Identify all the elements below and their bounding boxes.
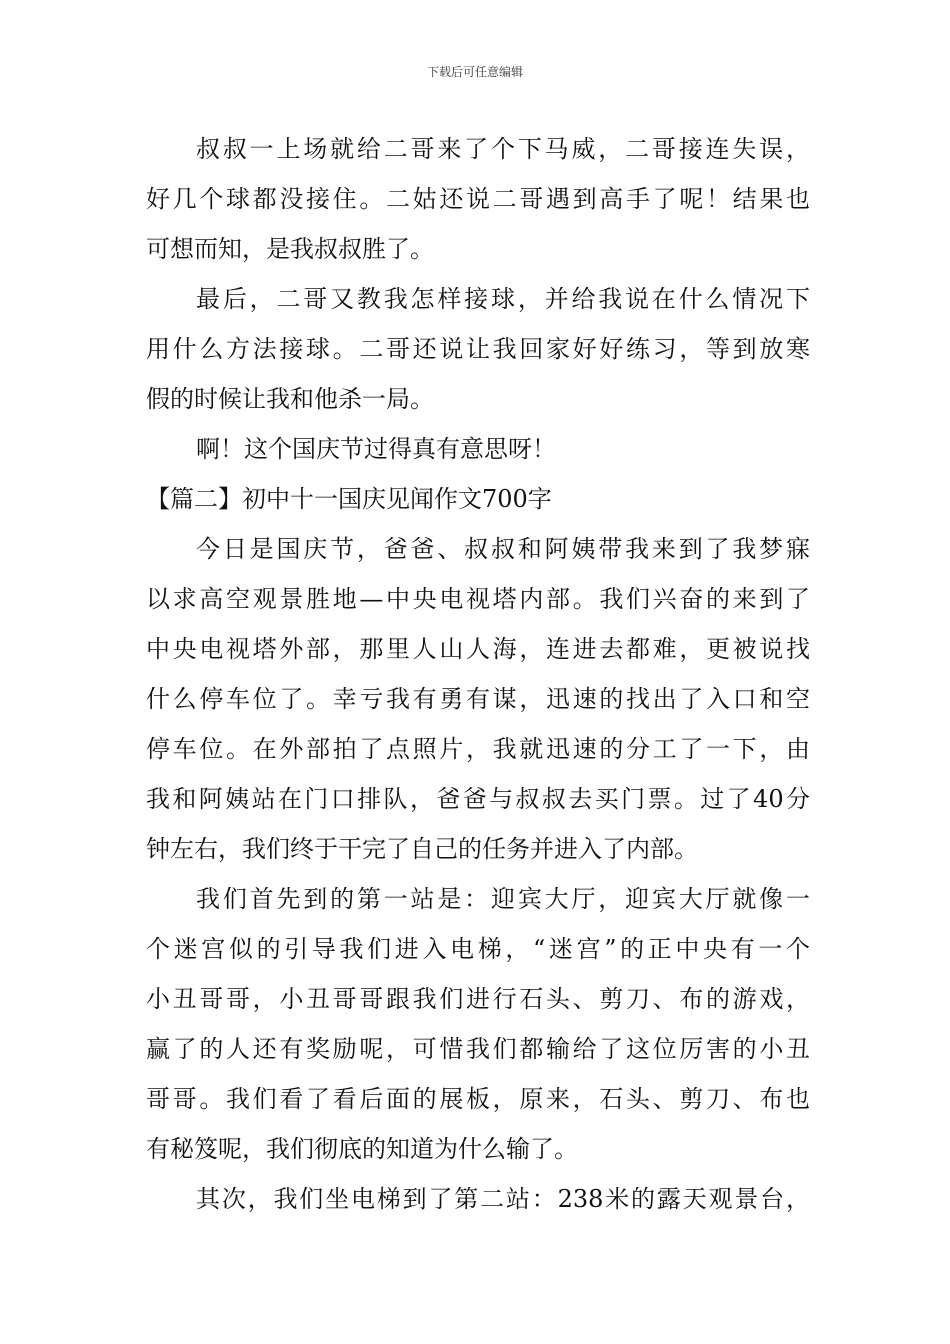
text-line: 以求高空观景胜地—中央电视塔内部。我们兴奋的来到了 <box>146 585 810 613</box>
text-line: 中央电视塔外部，那里人山人海，连进去都难，更被说找 <box>146 635 810 663</box>
document-body <box>146 124 810 1224</box>
text-line: 假的时候让我和他杀一局。 <box>146 385 434 413</box>
text-line: 钟左右，我们终于干完了自己的任务并进入了内部。 <box>146 835 698 863</box>
text-line: 用什么方法接球。二哥还说让我回家好好练习，等到放寒 <box>146 335 810 363</box>
text-line: 小丑哥哥，小丑哥哥跟我们进行石头、剪刀、布的游戏， <box>146 985 810 1013</box>
text-line: 啊！这个国庆节过得真有意思呀！ <box>196 435 556 463</box>
text-line: 可想而知，是我叔叔胜了。 <box>146 235 434 263</box>
text-line: 哥哥。我们看了看后面的展板，原来，石头、剪刀、布也 <box>146 1085 810 1113</box>
text-line: 我和阿姨站在门口排队，爸爸与叔叔去买门票。过了40分 <box>146 785 810 813</box>
text-line: 好几个球都没接住。二姑还说二哥遇到高手了呢！结果也 <box>146 185 810 213</box>
text-line: 个迷宫似的引导我们进入电梯，“迷宫”的正中央有一个 <box>146 935 810 963</box>
text-line: 叔叔一上场就给二哥来了个下马威，二哥接连失误， <box>196 135 810 163</box>
text-line: 什么停车位了。幸亏我有勇有谋，迅速的找出了入口和空 <box>146 685 810 713</box>
text-line: 停车位。在外部拍了点照片，我就迅速的分工了一下，由 <box>146 735 810 763</box>
text-line: 赢了的人还有奖励呢，可惜我们都输给了这位厉害的小丑 <box>146 1035 810 1063</box>
text-line: 其次，我们坐电梯到了第二站：238米的露天观景台， <box>196 1185 810 1213</box>
section-heading: 【篇二】初中十一国庆见闻作文700字 <box>146 485 552 513</box>
text-line: 今日是国庆节，爸爸、叔叔和阿姨带我来到了我梦寐 <box>196 535 810 563</box>
text-line: 有秘笈呢，我们彻底的知道为什么输了。 <box>146 1135 578 1163</box>
text-line: 最后，二哥又教我怎样接球，并给我说在什么情况下 <box>196 285 810 313</box>
page-header: 下载后可任意编辑 <box>426 65 523 79</box>
text-line: 我们首先到的第一站是：迎宾大厅，迎宾大厅就像一 <box>196 885 810 913</box>
